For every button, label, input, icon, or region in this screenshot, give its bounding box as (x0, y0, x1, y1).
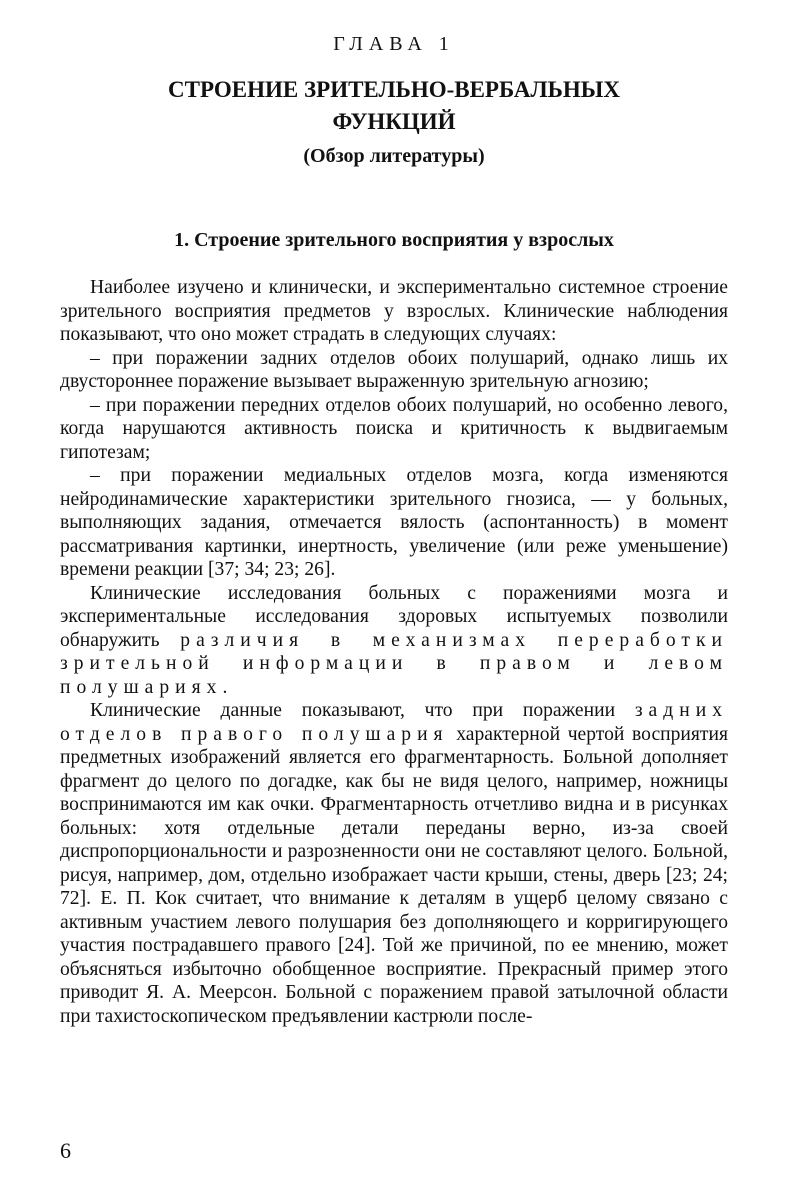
page-number: 6 (60, 1138, 71, 1163)
book-page (60, 30, 728, 1028)
section-heading: 1. Строение зрительного восприятия у взрослых (174, 229, 614, 251)
paragraph-4: – при поражении медиальных отделов мозга, когда изменяются нейродинамические характеристики зрительного гнозиса, — у больных, выполняющих задания, отмечается вялость (аспонтанность) в момент рассматривания картинки, инертность, увеличение (или реже уменьшение) времени реакции [37; 34; 23; 26]. (60, 465, 728, 580)
paragraph-5-end: . (222, 676, 228, 698)
paragraph-6 (60, 699, 728, 1028)
paragraph-6-emphasis: задних отделов правого полушария (60, 700, 728, 745)
chapter-title-line-2: ФУНКЦИЙ (332, 109, 456, 134)
paragraph-1: Наиболее изучено и клинически, и экспериментально системное строение зрительного восприятия предметов у взрослых. Клинические наблюдения показывают, что оно может страдать в следующих случаях: (60, 277, 728, 345)
paragraph-6-end: характерной чертой восприятия предметных изображений является его фрагментарность. Больной дополняет фрагмент до целого по догадке, как бы не видя целого, например, ножницы воспринимаются им как очки. Фрагментарность отчетливо видна и в рисунках больных: хотя отдельные детали переданы верно, из-за своей диспропорциональности и разрозненности они не составляют целого. Больной, рисуя, например, дом, отдельно изображает части крыши, стены, дверь [23; 24; 72]. Е. П. Кок считает, что внимание к деталям в ущерб целому связано с активным участием левого полушария без дополняющего и корригирующего участия пострадавшего правого [24]. Той же причиной, по ее мнению, может объясняться избыточно обобщенное восприятие. Прекрасный пример этого приводит Я. А. Меерсон. Больной с поражением правой затылочной области при тахистоскопическом предъявлении кастрюли после- (60, 723, 728, 1027)
body-text (60, 276, 728, 1028)
chapter-subtitle: (Обзор литературы) (303, 145, 485, 167)
paragraph-3: – при поражении передних отделов обоих полушарий, но особенно левого, когда нарушаются активность поиска и критичность к выдвигаемым гипотезам; (60, 394, 728, 463)
paragraph-5 (60, 582, 728, 700)
paragraph-2: – при поражении задних отделов обоих полушарий, однако лишь их двустороннее поражение вызывает выраженную зрительную агнозию; (60, 347, 728, 392)
paragraph-5-emphasis: различия в механизмах переработки зрительной информации в правом и левом полушариях (60, 629, 728, 698)
chapter-title-line-1: СТРОЕНИЕ ЗРИТЕЛЬНО-ВЕРБАЛЬНЫХ (168, 77, 620, 102)
paragraph-6-start: Клинические данные показывают, что при поражении (90, 700, 635, 721)
chapter-label: ГЛАВА 1 (333, 33, 455, 55)
paragraph-5-start: Клинические исследования больных с поражениями мозга и экспериментальные исследования здоровых испытуемых позволили обнаружить (60, 582, 728, 651)
